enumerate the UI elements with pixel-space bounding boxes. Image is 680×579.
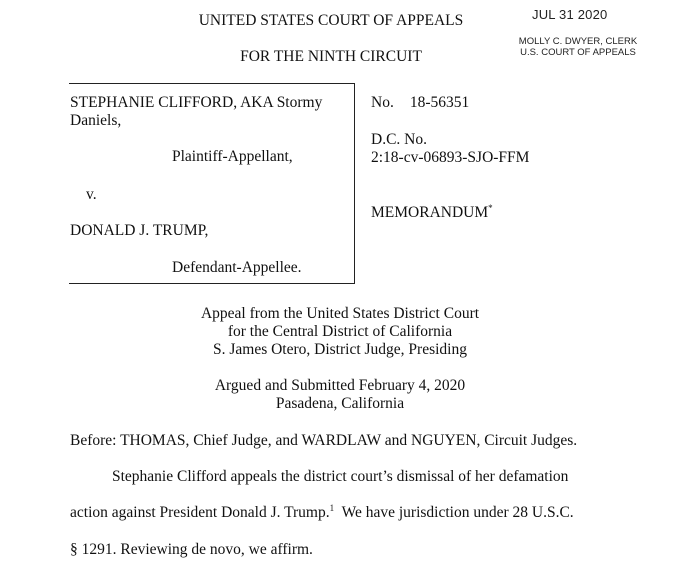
court-name-line-2: FOR THE NINTH CIRCUIT [240, 48, 422, 65]
filed-stamp-court: U.S. COURT OF APPEALS [520, 47, 636, 58]
appeal-line-1: Appeal from the United States District Court [200, 305, 480, 322]
district-court-number-label: D.C. No. [371, 131, 427, 148]
filed-stamp-clerk-name: MOLLY C. DWYER, CLERK [518, 36, 638, 47]
court-name-line-1: UNITED STATES COURT OF APPEALS [198, 12, 464, 29]
body-paragraph-line-1: Stephanie Clifford appeals the district court’s dismissal of her defamation [112, 468, 569, 485]
body-paragraph-line-3: § 1291. Reviewing de novo, we affirm. [70, 541, 313, 558]
argued-line-1: Argued and Submitted February 4, 2020 [214, 377, 466, 394]
case-number-label: No. [371, 94, 394, 111]
district-court-number-value: 2:18-cv-06893-SJO-FFM [371, 149, 530, 166]
appeal-line-3: S. James Otero, District Judge, Presiding [212, 341, 467, 358]
memorandum-footnote-marker: * [488, 202, 493, 213]
filed-stamp-date: JUL 31 2020 [532, 7, 608, 22]
footnote-1-marker: 1 [329, 502, 335, 513]
memorandum-label: MEMORANDUM [371, 204, 489, 221]
plaintiff-role: Plaintiff-Appellant, [172, 148, 293, 165]
case-number-value: 18-56351 [409, 94, 470, 111]
body-line-2-text-a: action against President Donald J. Trump. [70, 504, 330, 521]
defendant-role: Defendant-Appellee. [172, 259, 302, 276]
plaintiff-name-line-1: STEPHANIE CLIFFORD, AKA Stormy [70, 94, 323, 111]
body-paragraph-line-2 [70, 504, 574, 522]
argued-location: Pasadena, California [275, 395, 405, 412]
filed-stamp-clerk [508, 36, 648, 58]
panel-judges: Before: THOMAS, Chief Judge, and WARDLAW and NGUYEN, Circuit Judges. [70, 432, 578, 449]
defendant-name: DONALD J. TRUMP, [70, 222, 209, 239]
memorandum-title [371, 204, 493, 222]
plaintiff-name-line-2: Daniels, [70, 112, 122, 129]
case-number [371, 94, 469, 112]
appeal-line-2: for the Central District of California [227, 323, 453, 340]
body-line-2-text-b: We have jurisdiction under 28 U.S.C. [334, 504, 574, 521]
versus-label: v. [86, 186, 97, 203]
